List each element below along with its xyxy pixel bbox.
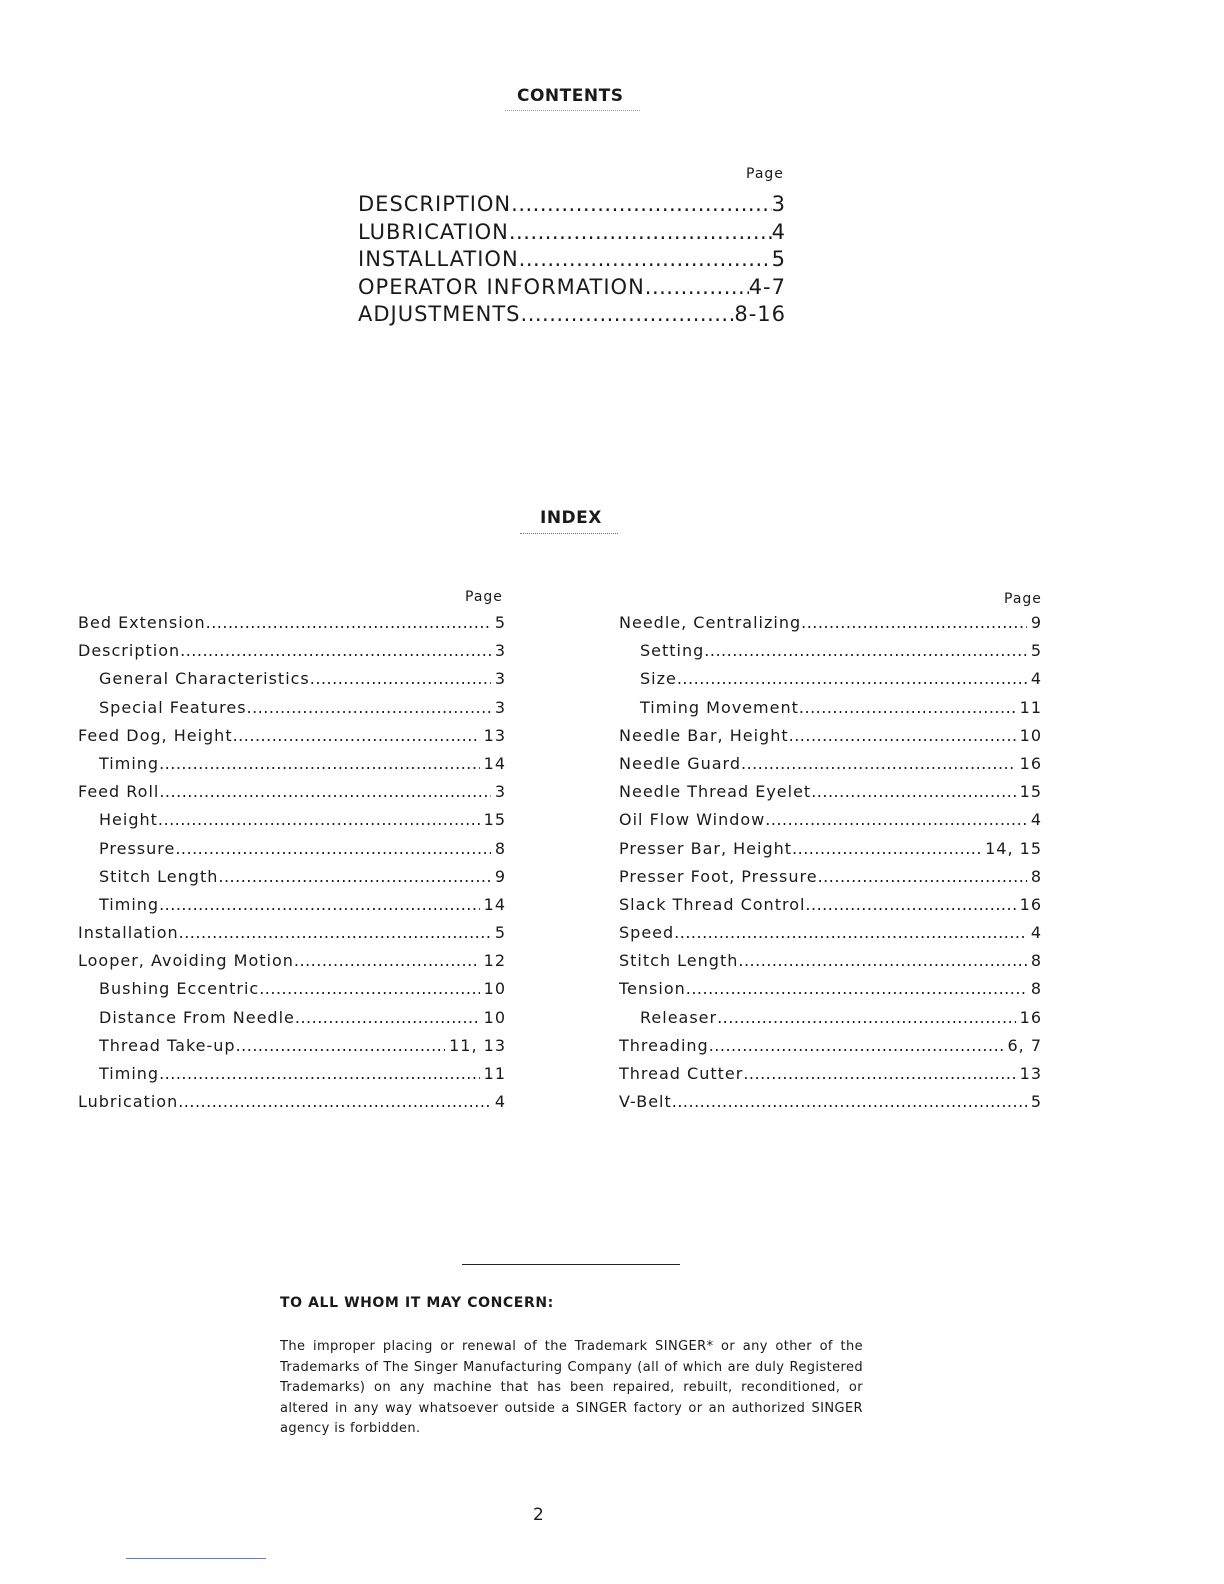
contents-title-rule [505,110,640,111]
index-entry [619,839,1042,867]
dot-leader [709,1036,1004,1055]
index-entry [619,923,1042,951]
index-entry [619,641,1042,669]
index-entry-page: 11, 13 [449,1035,506,1055]
index-entry-label: Timing [99,753,160,773]
index-entry-page: 5 [1030,1092,1042,1112]
contents-item [358,192,786,220]
dot-leader [180,641,491,660]
index-entry-page: 5 [494,923,506,943]
index-entry-label: Size [640,669,677,689]
index-entry-page: 9 [1030,613,1042,632]
contents-item [358,220,786,248]
dot-leader [206,613,491,632]
index-entry-label: Presser Foot, Pressure [619,866,818,886]
index-entry [619,895,1042,923]
index-entry [78,839,506,867]
index-entry-label: Thread Take-up [99,1035,236,1055]
index-entry [619,1036,1042,1064]
index-entry-page: 8 [494,838,506,858]
dot-leader [799,698,1016,717]
index-entry [78,810,506,838]
index-entry-label: Special Features [99,697,247,717]
index-entry [78,726,506,754]
index-entry-label: Description [78,641,181,661]
index-entry-label: Pressure [99,838,176,858]
index-entry-page: 8 [1030,951,1042,971]
contents-item-label: ADJUSTMENTS [358,302,521,326]
index-entry [619,951,1042,979]
bottom-edge-line [126,1558,266,1559]
dot-leader [294,951,480,970]
index-entry-label: Stitch Length [99,866,219,886]
index-entry [619,782,1042,810]
dot-leader [801,613,1027,632]
index-entry [78,1008,506,1036]
contents-title: CONTENTS [517,86,624,106]
index-entry [78,923,506,951]
index-entry-label: Looper, Avoiding Motion [78,951,294,971]
index-entry-label: Lubrication [78,1092,179,1112]
index-entry-label: Bushing Eccentric [99,979,260,999]
contents-item [358,275,786,303]
index-entry-page: 16 [1019,894,1042,914]
contents-list [358,192,786,330]
index-entry-page: 3 [494,697,506,717]
index-entry-page: 16 [1019,753,1042,773]
index-entry-label: Needle Bar, Height [619,725,789,745]
index-entry-page: 14, 15 [985,838,1042,858]
index-entry [78,782,506,810]
index-entry-page: 12 [483,951,506,971]
contents-item-page: 4 [771,219,786,244]
page-number: 2 [533,1505,544,1525]
contents-item-label: OPERATOR INFORMATION [358,274,645,299]
index-entry-page: 8 [1030,979,1042,999]
index-entry-page: 6, 7 [1007,1035,1042,1055]
index-entry-page: 14 [483,894,506,914]
index-entry-page: 3 [494,782,506,802]
index-entry [619,1008,1042,1036]
dot-leader [818,867,1027,886]
index-entry-page: 14 [483,753,506,773]
index-title: INDEX [540,508,602,528]
index-entry [619,979,1042,1007]
index-entry [78,895,506,923]
index-entry-page: 5 [1030,641,1042,661]
index-entry-page: 4 [1030,669,1042,689]
dot-leader [218,867,490,886]
index-entry [619,754,1042,782]
index-entry [78,754,506,782]
index-entry-page: 4 [494,1092,506,1112]
index-entry-page: 9 [494,866,506,886]
dot-leader [738,951,1026,970]
index-entry-label: Installation [78,923,179,943]
dot-leader [672,1092,1027,1111]
contents-item-page: 5 [771,247,786,271]
dot-leader [259,979,479,998]
index-entry-label: Speed [619,923,675,943]
index-entry-page: 5 [494,613,506,632]
index-entry-page: 8 [1030,866,1042,886]
index-entry [619,698,1042,726]
index-entry-label: Needle Guard [619,753,741,773]
dot-leader [295,1008,480,1027]
dot-leader [704,641,1027,660]
dot-leader [233,726,480,745]
index-entry-page: 13 [483,725,506,745]
index-entry [78,698,506,726]
index-entry [78,1064,506,1092]
dot-leader [645,275,749,299]
index-entry [619,867,1042,895]
contents-item-page: 3 [771,192,786,216]
index-entry-label: Timing [99,1064,160,1083]
index-entry [78,979,506,1007]
index-entry-label: Feed Roll [78,782,160,802]
index-entry-page: 10 [1019,725,1042,745]
index-left-column [78,613,506,1120]
dot-leader [811,782,1015,801]
index-right-column [619,613,1042,1120]
index-entry-label: Needle Thread Eyelet [619,782,812,802]
notice-title: TO ALL WHOM IT MAY CONCERN: [280,1295,554,1311]
dot-leader [686,979,1027,998]
contents-item-label: DESCRIPTION [358,192,512,216]
index-entry [619,669,1042,697]
dot-leader [175,839,490,858]
index-entry-label: Stitch Length [619,951,739,971]
index-entry [78,1036,506,1064]
index-entry-label: Threading [619,1035,709,1055]
index-entry-page: 3 [494,641,506,661]
index-entry-label: Oil Flow Window [619,810,766,830]
index-entry [78,669,506,697]
index-entry-page: 10 [483,1007,506,1027]
dot-leader [179,923,491,942]
index-entry [78,641,506,669]
dot-leader [158,810,480,829]
dot-leader [741,754,1016,773]
dot-leader [159,1064,480,1083]
index-right-page-label: Page [1004,591,1042,607]
contents-item-page: 4-7 [748,274,786,299]
index-entry-page: 13 [1019,1064,1042,1083]
dot-leader [677,669,1027,688]
dot-leader [247,698,491,717]
index-entry [78,1092,506,1120]
contents-item [358,247,786,275]
dot-leader [521,302,735,326]
dot-leader [236,1036,446,1055]
dot-leader [717,1008,1016,1027]
index-entry-page: 4 [1030,810,1042,830]
index-entry-label: Releaser [640,1007,718,1027]
index-entry [619,1064,1042,1092]
dot-leader [509,220,772,244]
index-entry-label: Distance From Needle [99,1007,295,1027]
contents-item [358,302,786,330]
index-entry-label: Slack Thread Control [619,894,806,914]
index-entry [619,1092,1042,1120]
index-entry-label: Timing [99,894,160,914]
dot-leader [792,839,981,858]
index-entry-page: 15 [1019,782,1042,802]
dot-leader [789,726,1016,745]
contents-item-page: 8-16 [734,302,786,326]
index-entry-label: Tension [619,979,686,999]
dot-leader [159,754,480,773]
index-entry-page: 16 [1019,1007,1042,1027]
index-entry-page: 11 [483,1064,506,1083]
dot-leader [159,895,480,914]
index-entry [78,951,506,979]
index-entry [619,726,1042,754]
dot-leader [805,895,1015,914]
dot-leader [519,247,772,271]
dot-leader [159,782,490,801]
index-entry-label: Feed Dog, Height [78,725,233,745]
dot-leader [178,1092,491,1111]
dot-leader [511,192,771,216]
index-title-rule [520,533,618,534]
index-entry-label: Timing Movement [640,697,799,717]
index-entry-page: 10 [483,979,506,999]
index-entry [78,867,506,895]
index-entry-page: 3 [494,669,506,689]
contents-item-label: INSTALLATION [358,247,519,271]
index-entry-label: V-Belt [619,1092,672,1112]
dot-leader [310,669,491,688]
dot-leader [765,810,1027,829]
index-entry-label: Thread Cutter [619,1064,744,1083]
index-left-page-label: Page [465,589,503,605]
index-entry-label: Setting [640,641,705,661]
dot-leader [743,1064,1015,1083]
index-entry-page: 15 [483,810,506,830]
dot-leader [674,923,1027,942]
notice-text: The improper placing or renewal of the Trademark SINGER* or any other of the Trademarks of The Singer Manufacturing Company (all of which are duly Registered Trademarks) on any machine that has been repaired, rebuilt, reconditioned, or altered in any way whatsoever outside a SINGER factory or an authorized SINGER agency is forbidden. [280,1339,863,1436]
index-entry [619,810,1042,838]
index-entry [619,613,1042,641]
index-entry [78,613,506,641]
footer-divider [462,1264,680,1265]
index-entry-label: Presser Bar, Height [619,838,793,858]
index-entry-label: General Characteristics [99,669,310,689]
index-entry-page: 11 [1019,697,1042,717]
index-entry-page: 4 [1030,923,1042,943]
contents-page-label: Page [746,166,784,182]
index-entry-label: Bed Extension [78,613,206,632]
contents-item-label: LUBRICATION [358,219,509,244]
index-entry-label: Needle, Centralizing [619,613,802,632]
index-entry-label: Height [99,810,158,830]
